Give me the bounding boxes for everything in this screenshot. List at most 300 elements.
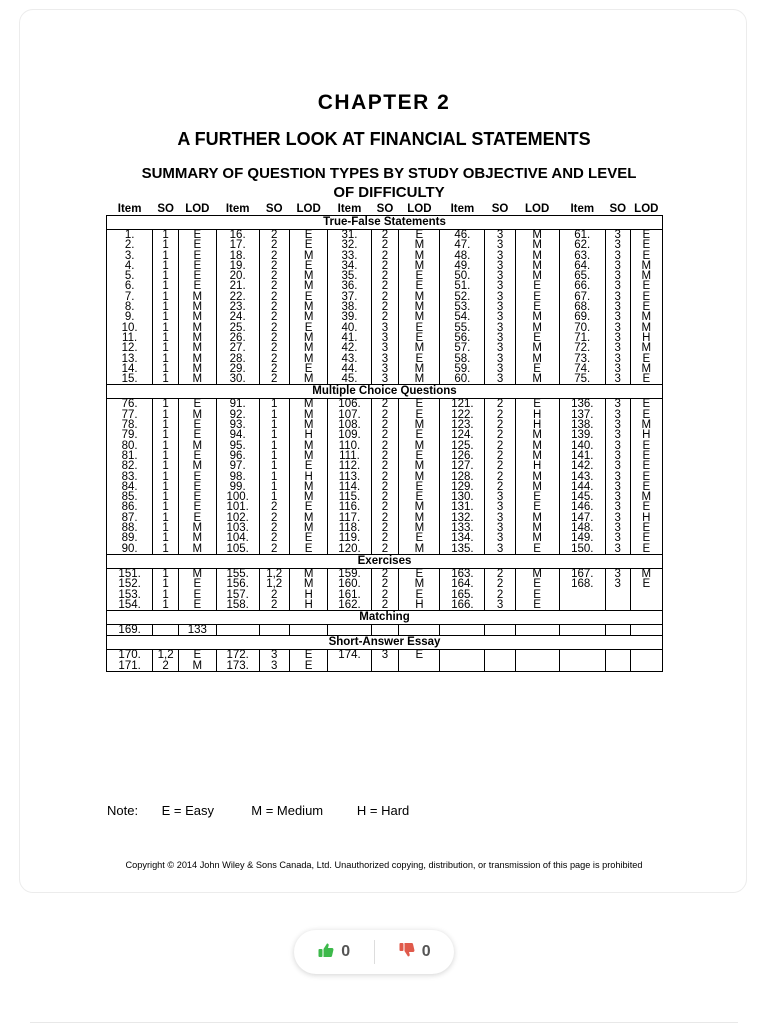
table-cell: 3 [605, 261, 630, 271]
table-cell: 108. [328, 420, 371, 430]
table-cell: H [630, 430, 662, 440]
table-cell: 2. [107, 240, 153, 250]
table-cell: 56. [440, 333, 485, 343]
table-cell [485, 661, 515, 672]
table-cell: E [289, 461, 328, 471]
table-cell: 2 [371, 230, 399, 241]
downvote-button[interactable] [375, 941, 455, 964]
table-cell: 1 [153, 323, 179, 333]
table-cell: 73. [559, 354, 605, 364]
table-cell: M [399, 441, 440, 451]
table-cell: M [515, 312, 559, 322]
table-cell: M [515, 513, 559, 523]
table-cell: M [399, 420, 440, 430]
table-cell: 97. [216, 461, 259, 471]
table-cell: 148. [559, 523, 605, 533]
table-cell: 34. [328, 261, 371, 271]
table-cell: 3 [371, 650, 399, 661]
table-cell: 1 [153, 568, 179, 579]
table-cell: 169. [107, 625, 153, 636]
table-cell: M [515, 568, 559, 579]
table-cell: E [399, 354, 440, 364]
table-cell: 2 [371, 281, 399, 291]
table-cell: H [289, 430, 328, 440]
table-cell: 2 [259, 271, 289, 281]
table-cell: 2 [259, 590, 289, 600]
table-cell: M [515, 261, 559, 271]
table-header [107, 203, 663, 216]
table-cell: 139. [559, 430, 605, 440]
table-cell: 114. [328, 482, 371, 492]
table-cell: M [399, 544, 440, 555]
table-cell: 109. [328, 430, 371, 440]
table-cell: 142. [559, 461, 605, 471]
table-cell: 5. [107, 271, 153, 281]
section-body [107, 568, 663, 610]
table-cell: 174. [328, 650, 371, 661]
table-cell: 91. [216, 399, 259, 410]
table-cell: M [399, 523, 440, 533]
section-title: Short-Answer Essay [107, 636, 663, 650]
table-cell: 149. [559, 533, 605, 543]
table-cell: 75. [559, 374, 605, 385]
table-cell: H [289, 472, 328, 482]
table-cell: 88. [107, 523, 153, 533]
table-cell: E [399, 568, 440, 579]
table-cell: 2 [371, 461, 399, 471]
table-cell: M [630, 312, 662, 322]
table-cell: 3 [485, 333, 515, 343]
table-cell: M [515, 230, 559, 241]
table-cell [559, 650, 605, 661]
table-cell: 2 [371, 451, 399, 461]
table-cell: M [289, 251, 328, 261]
table-cell: M [289, 451, 328, 461]
table-row [107, 650, 663, 661]
table-cell: 3 [485, 230, 515, 241]
table-cell: 71. [559, 333, 605, 343]
table-cell: E [289, 364, 328, 374]
table-cell: M [289, 441, 328, 451]
table-cell: 43. [328, 354, 371, 364]
table-cell: 3 [371, 354, 399, 364]
table-cell: 125. [440, 441, 485, 451]
table-cell: 2 [371, 523, 399, 533]
column-header: Item [450, 203, 475, 215]
table-cell: 130. [440, 492, 485, 502]
table-cell: 16. [216, 230, 259, 241]
table-cell: 1 [259, 492, 289, 502]
column-header: LOD [634, 203, 659, 215]
table-cell: 37. [328, 292, 371, 302]
column-header: LOD [524, 203, 550, 215]
section-header [107, 216, 663, 230]
table-cell: 3 [485, 312, 515, 322]
table-cell: M [289, 399, 328, 410]
table-cell: 11. [107, 333, 153, 343]
table-cell: 2 [259, 343, 289, 353]
table-cell: M [399, 579, 440, 589]
section-title-row [107, 385, 663, 399]
table-cell: 3 [371, 364, 399, 374]
table-cell: 173. [216, 661, 259, 672]
table-cell: E [179, 590, 217, 600]
table-cell: E [399, 430, 440, 440]
table-cell: 2 [259, 312, 289, 322]
table-cell: 3 [605, 513, 630, 523]
table-cell: E [399, 533, 440, 543]
table-cell: M [399, 312, 440, 322]
section-header [107, 611, 663, 625]
table-cell: E [399, 323, 440, 333]
table-cell: 55. [440, 323, 485, 333]
table-cell: H [515, 420, 559, 430]
table-cell: 2 [259, 600, 289, 611]
table-cell: M [179, 568, 217, 579]
table-cell: E [179, 513, 217, 523]
table-cell: 2 [371, 600, 399, 611]
table-cell: M [179, 410, 217, 420]
table-cell: M [179, 544, 217, 555]
table-cell: 63. [559, 251, 605, 261]
table-cell: 42. [328, 343, 371, 353]
section-header [107, 554, 663, 568]
table-cell: E [179, 240, 217, 250]
table-cell: 1 [259, 451, 289, 461]
table-cell: 7. [107, 292, 153, 302]
table-cell: 3 [485, 343, 515, 353]
table-cell: H [289, 590, 328, 600]
table-cell: 22. [216, 292, 259, 302]
table-cell: E [399, 482, 440, 492]
table-cell: E [515, 364, 559, 374]
table-cell: 3 [605, 292, 630, 302]
table-cell: 3 [485, 600, 515, 611]
upvote-count: 0 [341, 943, 351, 960]
table-cell: 65. [559, 271, 605, 281]
column-header: Item [337, 203, 362, 215]
table-cell: 1 [153, 533, 179, 543]
table-cell: 3 [485, 323, 515, 333]
table-cell: 94. [216, 430, 259, 440]
table-cell: 1 [153, 281, 179, 291]
table-cell: 85. [107, 492, 153, 502]
table-cell: 3 [485, 533, 515, 543]
table-cell: E [630, 533, 662, 543]
table-cell: M [630, 343, 662, 353]
table-cell: 2 [259, 251, 289, 261]
table-cell: H [289, 600, 328, 611]
table-cell: M [630, 364, 662, 374]
table-cell: 133 [179, 625, 217, 636]
table-cell: 3 [605, 410, 630, 420]
table-cell: 1 [153, 240, 179, 250]
table-cell: 1 [153, 461, 179, 471]
table-cell: H [515, 410, 559, 420]
table-cell [440, 625, 485, 636]
table-cell: E [630, 544, 662, 555]
table-cell: 3 [371, 343, 399, 353]
table-cell [630, 661, 662, 672]
table-cell: 36. [328, 281, 371, 291]
table-cell: 3 [485, 261, 515, 271]
table-cell: 3 [485, 513, 515, 523]
table-cell: 3 [605, 579, 630, 589]
table-cell: M [515, 430, 559, 440]
table-cell: 1 [153, 523, 179, 533]
table-cell: E [399, 410, 440, 420]
table-cell: M [289, 420, 328, 430]
table-cell: 2 [259, 544, 289, 555]
table-cell: M [399, 343, 440, 353]
table-cell: 25. [216, 323, 259, 333]
table-cell: 44. [328, 364, 371, 374]
table-cell: E [630, 292, 662, 302]
table-cell: M [515, 323, 559, 333]
table-cell: E [630, 302, 662, 312]
table-cell: 1 [153, 492, 179, 502]
table-cell: M [289, 333, 328, 343]
table-cell: 27. [216, 343, 259, 353]
table-cell: H [630, 513, 662, 523]
downvote-count: 0 [421, 943, 431, 960]
table-cell [371, 625, 399, 636]
table-cell: 1 [153, 410, 179, 420]
table-cell: 87. [107, 513, 153, 523]
table-cell: 78. [107, 420, 153, 430]
table-cell: E [630, 523, 662, 533]
table-cell: 155. [216, 568, 259, 579]
section-body [107, 399, 663, 554]
table-cell: E [179, 492, 217, 502]
table-cell: M [179, 333, 217, 343]
table-cell: 1 [153, 600, 179, 611]
table-cell: 20. [216, 271, 259, 281]
table-cell: 3 [605, 472, 630, 482]
copyright-notice: Copyright © 2014 John Wiley & Sons Canada, Ltd. Unauthorized copying, distribution, or transmission of this page is prohibited [125, 860, 643, 870]
table-cell: H [630, 333, 662, 343]
table-cell: E [630, 251, 662, 261]
table-cell: 136. [559, 399, 605, 410]
table-cell: 146. [559, 502, 605, 512]
table-cell: 156. [216, 579, 259, 589]
table-cell: 3 [605, 302, 630, 312]
table-cell: M [289, 312, 328, 322]
table-cell: 15. [107, 374, 153, 385]
table-cell: 144. [559, 482, 605, 492]
table-cell: M [630, 492, 662, 502]
table-cell: 17. [216, 240, 259, 250]
table-cell: 1 [153, 354, 179, 364]
table-cell: 3 [605, 502, 630, 512]
table-cell: 1 [153, 420, 179, 430]
table-cell: 3 [605, 354, 630, 364]
table-cell: M [399, 374, 440, 385]
table-cell: 1 [153, 343, 179, 353]
question-types-table [106, 203, 663, 672]
table-cell: M [630, 420, 662, 430]
section-body [107, 650, 663, 672]
table-cell: E [179, 600, 217, 611]
table-cell: 143. [559, 472, 605, 482]
table-cell: M [289, 302, 328, 312]
table-cell: E [630, 461, 662, 471]
table-cell: 161. [328, 590, 371, 600]
table-cell: 2 [371, 240, 399, 250]
table-cell [605, 650, 630, 661]
table-cell: 1 [259, 441, 289, 451]
table-cell: 2 [259, 523, 289, 533]
table-cell: E [179, 451, 217, 461]
table-cell: 165. [440, 590, 485, 600]
table-cell: M [179, 441, 217, 451]
table-cell: 1 [259, 430, 289, 440]
table-cell [399, 625, 440, 636]
table-cell: M [630, 568, 662, 579]
table-cell [216, 625, 259, 636]
table-cell: E [515, 292, 559, 302]
table-cell: 3 [485, 523, 515, 533]
table-cell: 120. [328, 544, 371, 555]
table-cell: M [179, 292, 217, 302]
table-cell: 69. [559, 312, 605, 322]
table-cell: E [179, 472, 217, 482]
table-cell [440, 661, 485, 672]
table-cell: 124. [440, 430, 485, 440]
table-cell: E [515, 281, 559, 291]
table-cell: M [399, 513, 440, 523]
table-cell: M [515, 374, 559, 385]
table-cell: M [289, 410, 328, 420]
table-cell: 3 [605, 544, 630, 555]
table-cell: M [399, 461, 440, 471]
table-cell: 3 [371, 374, 399, 385]
table-cell: E [399, 333, 440, 343]
table-cell: 3 [371, 323, 399, 333]
table-cell: 2 [371, 420, 399, 430]
table-cell: 3 [605, 271, 630, 281]
table-cell: 2 [371, 482, 399, 492]
table-cell: 30. [216, 374, 259, 385]
table-cell: E [630, 502, 662, 512]
table-cell: 92. [216, 410, 259, 420]
table-row [107, 625, 663, 636]
table-cell: 2 [259, 354, 289, 364]
table-cell: 1 [259, 410, 289, 420]
table-cell [630, 590, 662, 600]
table-cell: 3 [259, 661, 289, 672]
table-cell: 104. [216, 533, 259, 543]
table-cell: 24. [216, 312, 259, 322]
table-cell: 151. [107, 568, 153, 579]
table-row [107, 661, 663, 672]
table-cell: 35. [328, 271, 371, 281]
table-cell: 3 [485, 292, 515, 302]
table-cell: 3 [605, 240, 630, 250]
table-cell: E [399, 451, 440, 461]
table-cell: 3 [605, 364, 630, 374]
column-header: Item [117, 203, 142, 215]
table-cell [559, 590, 605, 600]
table-cell: M [289, 281, 328, 291]
table-cell: M [289, 513, 328, 523]
table-cell: M [399, 472, 440, 482]
table-cell: E [515, 544, 559, 555]
table-cell: E [179, 251, 217, 261]
table-cell: M [515, 523, 559, 533]
table-cell: 3 [485, 271, 515, 281]
table-cell: 2 [371, 271, 399, 281]
table-cell: 2 [371, 513, 399, 523]
table-cell: 163. [440, 568, 485, 579]
table-cell: 66. [559, 281, 605, 291]
column-header: SO [265, 203, 283, 215]
table-cell: 81. [107, 451, 153, 461]
table-cell: 62. [559, 240, 605, 250]
table-cell: 1 [259, 399, 289, 410]
table-cell: 57. [440, 343, 485, 353]
table-cell: 2 [371, 544, 399, 555]
table-cell: E [179, 281, 217, 291]
table-cell: E [515, 600, 559, 611]
table-cell: 1. [107, 230, 153, 241]
table-cell: 162. [328, 600, 371, 611]
table-cell [630, 650, 662, 661]
table-cell: 95. [216, 441, 259, 451]
table-cell: 3 [485, 302, 515, 312]
table-cell: 2 [371, 292, 399, 302]
table-cell: E [515, 579, 559, 589]
table-cell: 98. [216, 472, 259, 482]
table-cell: 1 [153, 451, 179, 461]
table-cell: 2 [485, 410, 515, 420]
table-cell: 47. [440, 240, 485, 250]
table-cell: E [630, 374, 662, 385]
table-cell: M [515, 482, 559, 492]
table-cell: 126. [440, 451, 485, 461]
table-cell: M [515, 451, 559, 461]
table-cell: 141. [559, 451, 605, 461]
table-cell: 2 [485, 451, 515, 461]
table-cell: 170. [107, 650, 153, 661]
table-cell: 3 [605, 374, 630, 385]
table-cell: 3 [605, 568, 630, 579]
table-cell: M [630, 261, 662, 271]
table-cell: 9. [107, 312, 153, 322]
table-cell: 33. [328, 251, 371, 261]
table-cell: 6. [107, 281, 153, 291]
table-cell: 3 [605, 312, 630, 322]
table-cell: 1 [153, 472, 179, 482]
table-row [107, 579, 663, 589]
upvote-button[interactable] [294, 941, 374, 964]
table-cell: 3 [485, 374, 515, 385]
table-cell: 84. [107, 482, 153, 492]
table-cell: E [399, 281, 440, 291]
table-cell: M [179, 364, 217, 374]
table-cell: E [630, 482, 662, 492]
table-cell: 145. [559, 492, 605, 502]
table-cell: 61. [559, 230, 605, 241]
table-cell: 45. [328, 374, 371, 385]
table-cell: E [515, 302, 559, 312]
table-cell: 3 [605, 492, 630, 502]
table-cell: 38. [328, 302, 371, 312]
table-cell: 2 [259, 364, 289, 374]
table-cell: 3 [605, 333, 630, 343]
table-cell: 99. [216, 482, 259, 492]
table-cell: 60. [440, 374, 485, 385]
